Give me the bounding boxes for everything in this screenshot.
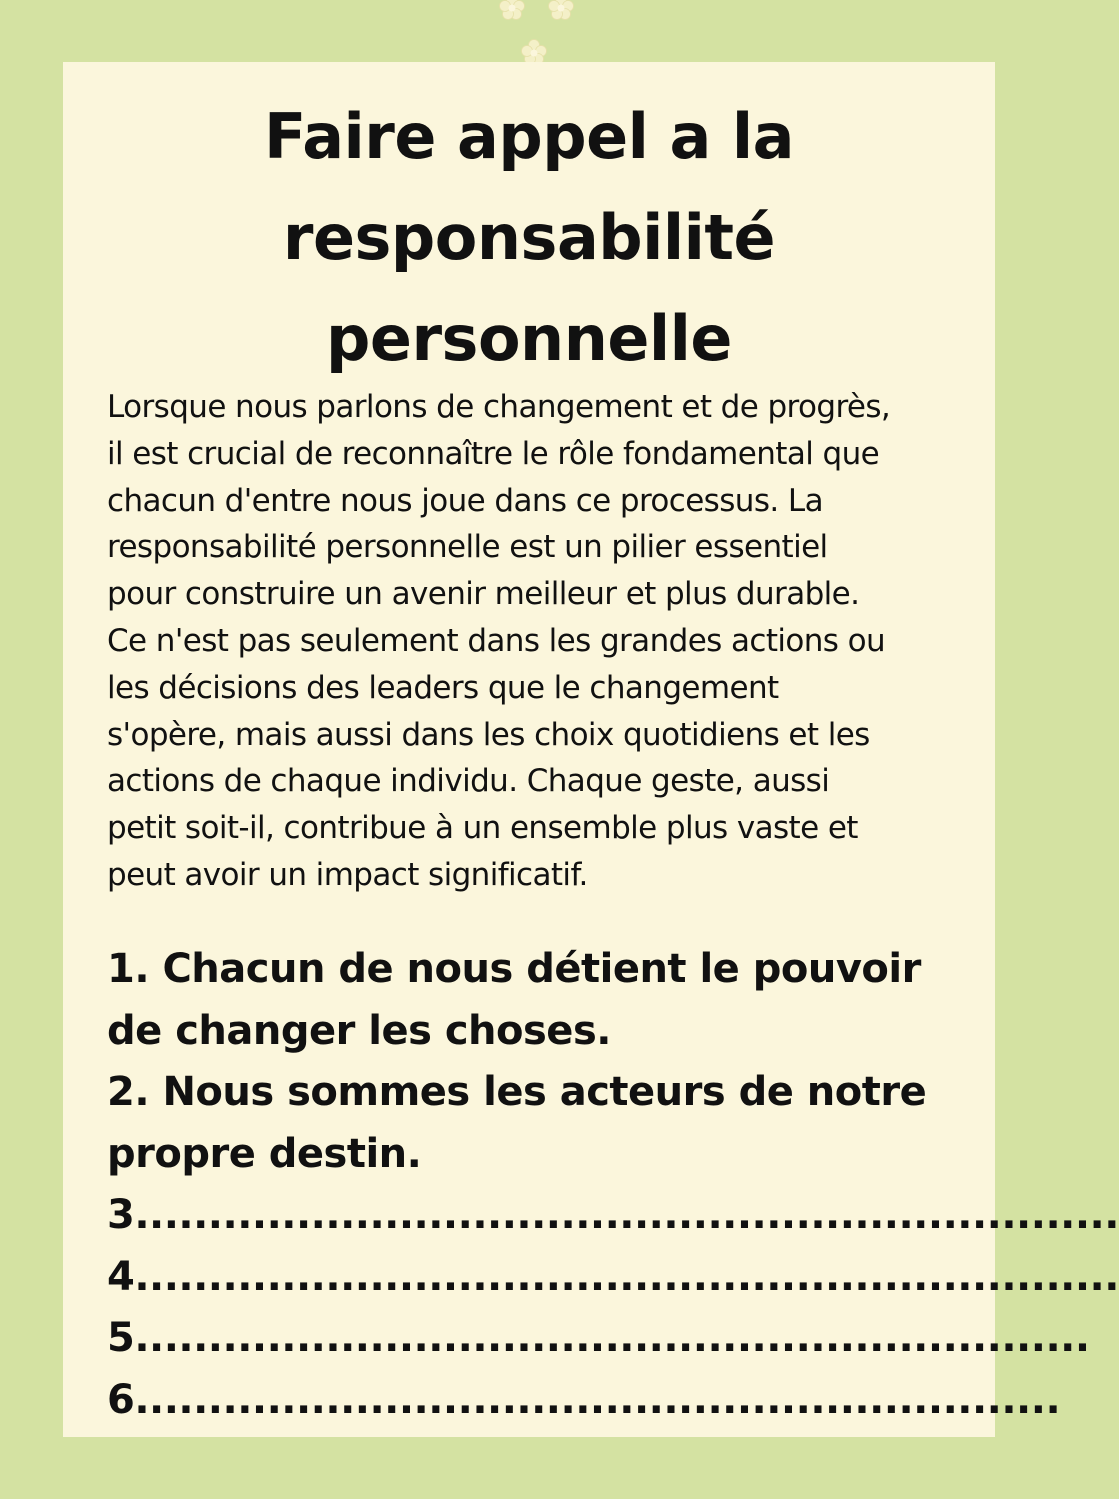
title-line: Faire appel a la — [263, 100, 795, 173]
list-item-line: 5................................................................. — [107, 1315, 1090, 1361]
list-item-line: 2. Nous sommes les acteurs de notre — [107, 1069, 927, 1115]
page-title — [63, 86, 995, 389]
intro-line: responsabilité personnelle est un pilier essentiel — [107, 529, 828, 566]
list-item-line: 1. Chacun de nous détient le pouvoir — [107, 946, 921, 992]
blank-list-item — [107, 1247, 1119, 1309]
content-card — [63, 62, 1119, 1437]
flower-icon — [497, 0, 527, 22]
intro-line: petit soit-il, contribue à un ensemble plus vaste et — [107, 810, 858, 847]
intro-paragraph — [107, 384, 977, 899]
title-line: personnelle — [326, 302, 732, 375]
intro-line: Lorsque nous parlons de changement et de progrès, — [107, 389, 891, 425]
intro-line: chacun d'entre nous joue dans ce processus. La — [107, 482, 823, 519]
intro-line: pour construire un avenir meilleur et plus durable. — [107, 576, 860, 613]
list-item-line: propre destin. — [107, 1130, 422, 1177]
intro-line: il est crucial de reconnaître le rôle fondamental que — [107, 435, 880, 472]
list-item-line: de changer les choses. — [107, 1007, 611, 1054]
intro-line: Ce n'est pas seulement dans les grandes actions ou — [107, 622, 886, 659]
list-item — [107, 1062, 967, 1185]
intro-line: s'opère, mais aussi dans les choix quotidiens et les — [107, 716, 870, 753]
list-item-line: 3................................................................... — [107, 1192, 1119, 1238]
blank-list-item — [107, 1185, 1119, 1247]
list-item — [107, 939, 967, 1062]
blank-list-item — [107, 1370, 1061, 1432]
list-item-line: 4................................................................... — [107, 1253, 1119, 1300]
list-item-line: 6............................................................... — [107, 1376, 1061, 1423]
flower-icon — [546, 0, 576, 22]
blank-list-item — [107, 1308, 1090, 1370]
intro-line: peut avoir un impact significatif. — [107, 856, 588, 893]
title-line: responsabilité — [282, 201, 776, 274]
intro-line: actions de chaque individu. Chaque geste, aussi — [107, 763, 830, 800]
intro-line: les décisions des leaders que le changement — [107, 669, 779, 706]
statement-list — [107, 939, 1119, 1431]
